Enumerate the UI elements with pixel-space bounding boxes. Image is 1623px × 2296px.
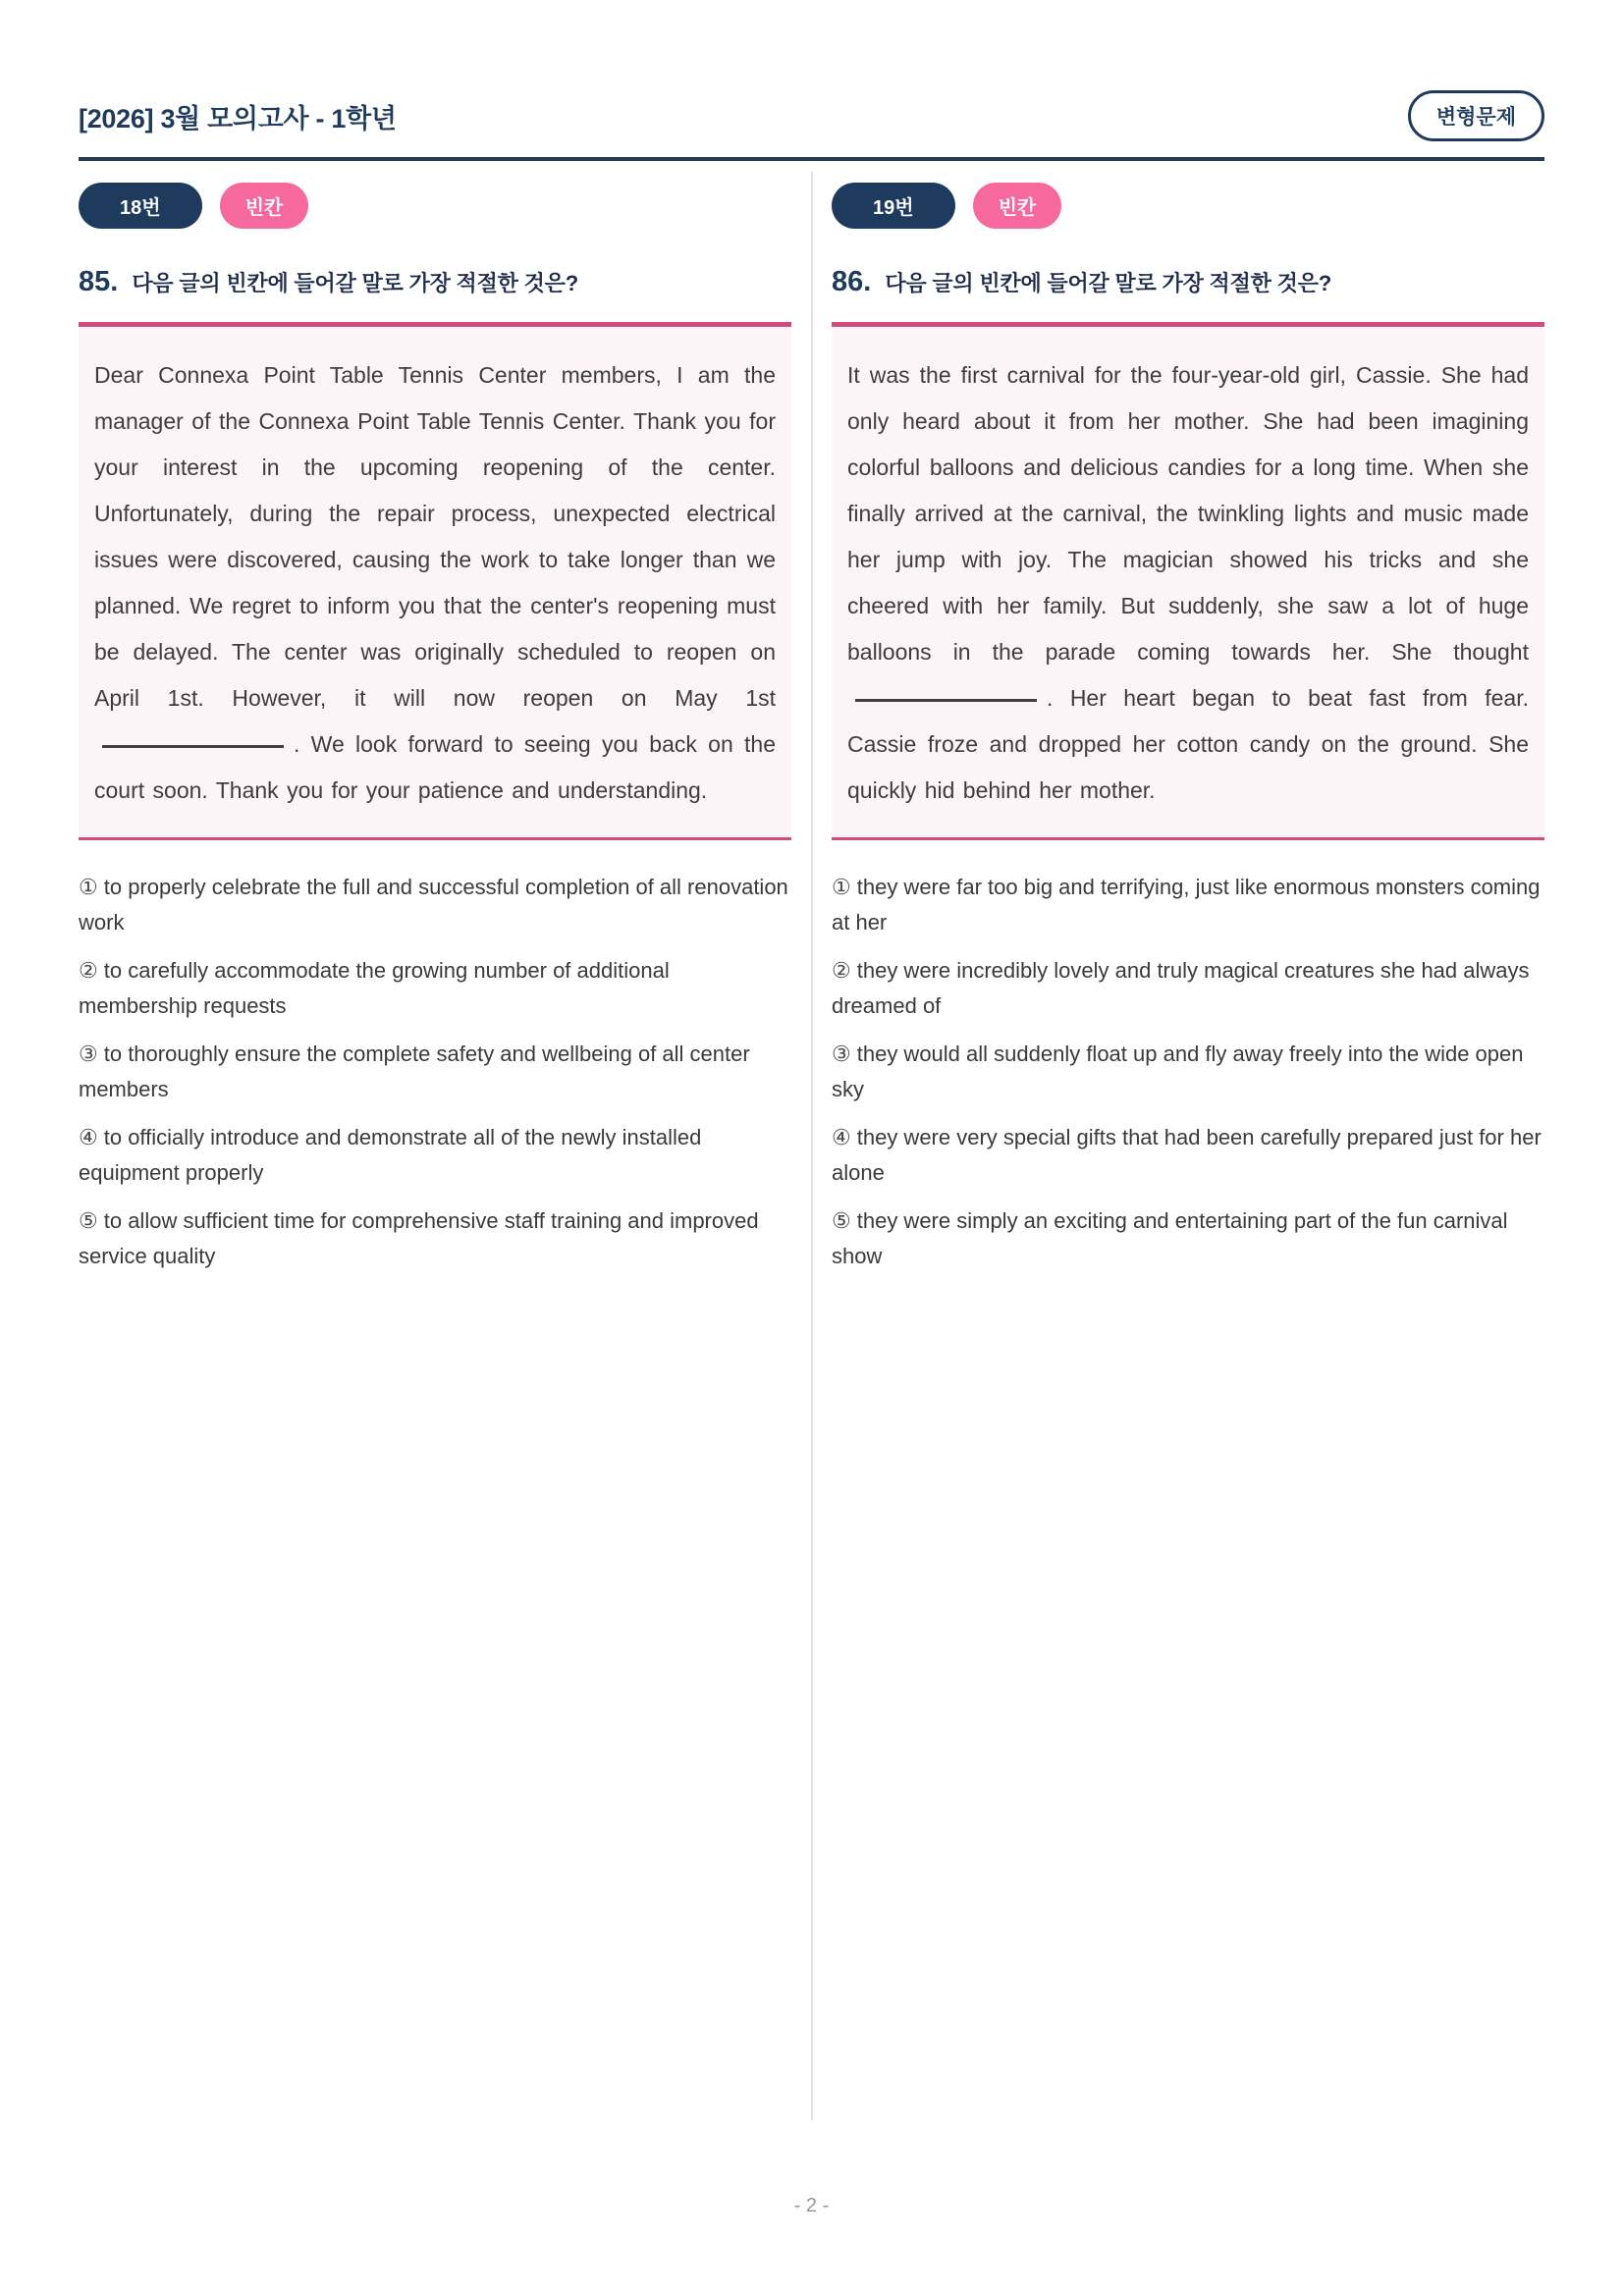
option-text: to properly celebrate the full and successful completion of all renovation work [79,875,788,934]
question-86-column [832,183,1544,1287]
passage-after-blank: . Her heart began to beat fast from fear. Cassie froze and dropped her cotton candy on the ground. She quickly hid behind her mother. [847,685,1529,803]
passage-after-blank: . We look forward to seeing you back on the court soon. Thank you for your patience and understanding. [94,731,776,803]
option-marker: ⑤ [79,1208,98,1233]
option-marker: ① [79,875,98,899]
option-marker: ③ [832,1041,851,1066]
option-marker: ② [832,958,851,983]
answer-option [79,1120,791,1191]
option-text: to officially introduce and demonstrate all of the newly installed equipment properly [79,1125,702,1185]
question-86-options [832,870,1544,1274]
passage-before-blank: Dear Connexa Point Table Tennis Center members, I am the manager of the Connexa Point Table Tennis Center. Thank you for your interest in the upcoming reopening of the center. Unfortunately, during the repair process, unexpected electrical issues were discovered, causing the work to take longer than we planned. We regret to inform you that the center's reopening must be delayed. The center was originally scheduled to reopen on April 1st. However, it will now reopen on May 1st [94,362,776,711]
question-85-column [79,183,791,1287]
passage-before-blank: It was the first carnival for the four-year-old girl, Cassie. She had only heard about it from her mother. She had been imagining colorful balloons and delicious candies for a long time. When she finally arrived at the carnival, the twinkling lights and music made her jump with joy. The magician showed his tricks and she cheered with her family. But suddenly, she saw a lot of huge balloons in the parade coming towards her. She thought [847,362,1529,665]
page-number: - 2 - [793,2195,830,2216]
question-85-badges [79,183,791,229]
question-number: 86. [832,266,872,297]
option-marker: ⑤ [832,1208,851,1233]
source-number-badge: 18번 [79,183,202,229]
fill-in-blank-line [855,699,1037,703]
passage-text [847,352,1529,814]
question-prompt: 다음 글의 빈칸에 들어갈 말로 가장 적절한 것은? [132,271,578,295]
exam-title: [2026] 3월 모의고사 - 1학년 [79,103,397,133]
answer-option [79,1037,791,1107]
option-text: they would all suddenly float up and fly away freely into the wide open sky [832,1041,1524,1101]
fill-in-blank-line [102,745,284,749]
answer-option [79,953,791,1024]
question-85-options [79,870,791,1274]
option-marker: ③ [79,1041,98,1066]
header-divider [79,157,1544,161]
option-marker: ④ [832,1125,851,1149]
answer-option [832,1203,1544,1274]
option-text: they were simply an exciting and entertaining part of the fun carnival show [832,1208,1508,1268]
option-text: they were very special gifts that had been carefully prepared just for her alone [832,1125,1542,1185]
question-type-badge: 빈칸 [220,183,309,229]
question-85-passage-box [79,322,791,840]
question-number: 85. [79,266,119,297]
answer-option [832,953,1544,1024]
question-86-passage-box [832,322,1544,840]
question-prompt: 다음 글의 빈칸에 들어갈 말로 가장 적절한 것은? [885,271,1331,295]
option-marker: ④ [79,1125,98,1149]
source-number-badge: 19번 [832,183,955,229]
answer-option [79,1203,791,1274]
modified-problem-badge: 변형문제 [1408,90,1544,141]
option-text: to carefully accommodate the growing number of additional membership requests [79,958,670,1018]
question-86-title [832,266,1544,298]
option-text: to thoroughly ensure the complete safety and wellbeing of all center members [79,1041,750,1101]
answer-option [832,870,1544,940]
option-marker: ① [832,875,851,899]
option-text: to allow sufficient time for comprehensive staff training and improved service quality [79,1208,759,1268]
passage-text [94,352,776,814]
answer-option [832,1037,1544,1107]
option-text: they were far too big and terrifying, just like enormous monsters coming at her [832,875,1541,934]
page-header [79,0,1544,141]
question-type-badge: 빈칸 [973,183,1062,229]
answer-option [832,1120,1544,1191]
option-text: they were incredibly lovely and truly magical creatures she had always dreamed of [832,958,1530,1018]
question-86-badges [832,183,1544,229]
option-marker: ② [79,958,98,983]
answer-option [79,870,791,940]
question-85-title [79,266,791,298]
column-divider [811,172,813,2120]
